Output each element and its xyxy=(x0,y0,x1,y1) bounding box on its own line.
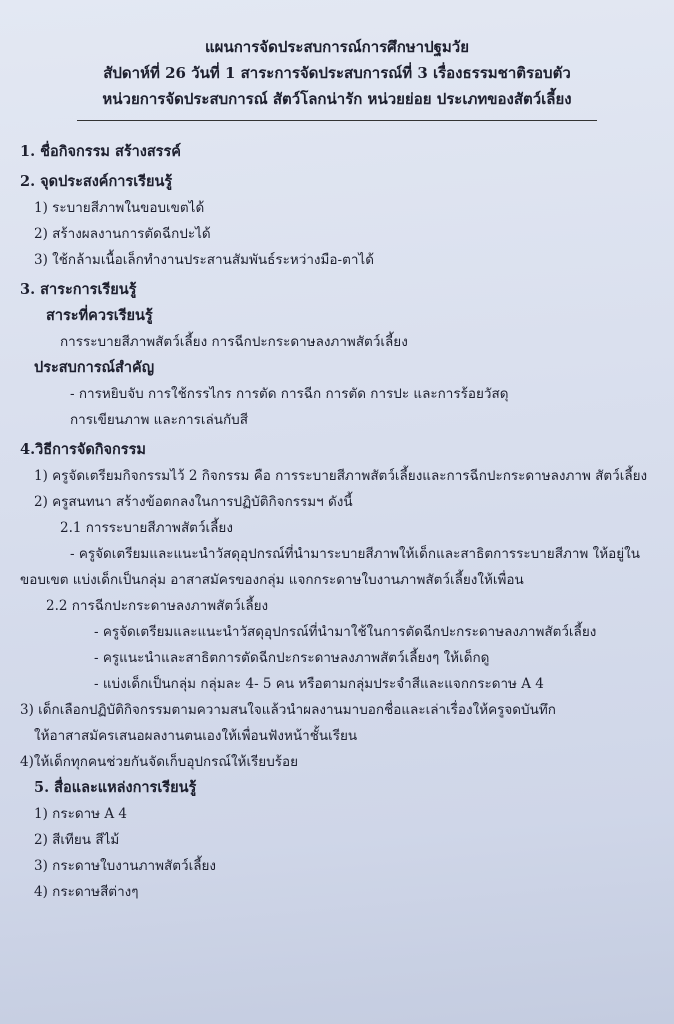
objective-1: 1) ระบายสีภาพในขอบเขตได้ xyxy=(34,200,205,216)
step-3-line-2: ให้อาสาสมัครเสนอผลงานตนเองให้เพื่อนฟังหน้าชั้นเรียน xyxy=(34,728,358,744)
subsection-title: สาระที่ควรเรียนรู้ xyxy=(46,307,153,324)
step-4: 4)ให้เด็กทุกคนช่วยกันจัดเก็บอุปกรณ์ให้เรียบร้อย xyxy=(20,754,299,770)
header-divider xyxy=(77,120,597,121)
section-4-title: 4.วิธีการจัดกิจกรรม xyxy=(20,441,146,458)
sub21-line-2: ขอบเขต แบ่งเด็กเป็นกลุ่ม อาสาสมัครของกลุ่ม แจกกระดาษใบงานภาพสัตว์เลี้ยงให้เพื่อน xyxy=(20,572,524,588)
document-header xyxy=(20,34,654,112)
section-2-title: 2. จุดประสงค์การเรียนรู้ xyxy=(20,173,173,190)
step-3-line-1: 3) เด็กเลือกปฏิบัติกิจกรรมตามความสนใจแล้วนำผลงานมาบอกชื่อและเล่าเรื่องให้ครูจดบันทึก xyxy=(20,702,556,718)
media-item-2: 2) สีเทียน สีไม้ xyxy=(34,832,120,848)
step-1: 1) ครูจัดเตรียมกิจกรรมไว้ 2 กิจกรรม คือ การระบายสีภาพสัตว์เลี้ยงและการฉีกปะกระดาษลงภาพ สัตว์เลี้ยง xyxy=(34,468,648,484)
sub22-item-2: - ครูแนะนำและสาธิตการตัดฉีกปะกระดาษลงภาพสัตว์เลี้ยงๆ ให้เด็กดู xyxy=(94,650,490,666)
objective-3: 3) ใช้กล้ามเนื้อเล็กทำงานประสานสัมพันธ์ระหว่างมือ-ตาได้ xyxy=(34,252,374,268)
sub22-item-3: - แบ่งเด็กเป็นกลุ่ม กลุ่มละ 4- 5 คน หรือตามกลุ่มประจำสีและแจกกระดาษ A 4 xyxy=(94,676,544,692)
experience-line-2: การเขียนภาพ และการเล่นกับสี xyxy=(70,412,248,428)
media-item-3: 3) กระดาษใบงานภาพสัตว์เลี้ยง xyxy=(34,858,216,874)
subsection-text: การระบายสีภาพสัตว์เลี้ยง การฉีกปะกระดาษลงภาพสัตว์เลี้ยง xyxy=(60,334,408,350)
sub21-line-1: - ครูจัดเตรียมและแนะนำวัสดุอุปกรณ์ที่นำมาระบายสีภาพให้เด็กและสาธิตการระบายสีภาพ ให้อยู่ใน xyxy=(70,546,640,562)
media-item-4: 4) กระดาษสีต่างๆ xyxy=(34,884,139,900)
section-1-title: 1. ชื่อกิจกรรม สร้างสรรค์ xyxy=(20,143,181,160)
objective-2: 2) สร้างผลงานการตัดฉีกปะได้ xyxy=(34,226,211,242)
media-item-1: 1) กระดาษ A 4 xyxy=(34,806,127,822)
header-line-3: หน่วยการจัดประสบการณ์ สัตว์โลกน่ารัก หน่วยย่อย ประเภทของสัตว์เลี้ยง xyxy=(102,90,572,108)
step-2: 2) ครูสนทนา สร้างข้อตกลงในการปฏิบัติกิจกรรมฯ ดังนี้ xyxy=(34,494,353,510)
sub22-item-1: - ครูจัดเตรียมและแนะนำวัสดุอุปกรณ์ที่นำมาใช้ในการตัดฉีกปะกระดาษลงภาพสัตว์เลี้ยง xyxy=(94,624,597,640)
section-3-title: 3. สาระการเรียนรู้ xyxy=(20,281,137,298)
header-line-1: แผนการจัดประสบการณ์การศึกษาปฐมวัย xyxy=(205,38,469,56)
section-5-title: 5. สื่อและแหล่งการเรียนรู้ xyxy=(34,779,197,796)
subsection-title: 2.1 การระบายสีภาพสัตว์เลี้ยง xyxy=(60,520,233,536)
header-line-2: สัปดาห์ที่ 26 วันที่ 1 สาระการจัดประสบการณ์ที่ 3 เรื่องธรรมชาติรอบตัว xyxy=(103,64,571,82)
subsection-title: ประสบการณ์สำคัญ xyxy=(34,359,155,376)
subsection-title: 2.2 การฉีกปะกระดาษลงภาพสัตว์เลี้ยง xyxy=(46,598,269,614)
experience-line-1: - การหยิบจับ การใช้กรรไกร การตัด การฉีก การตัด การปะ และการร้อยวัสดุ xyxy=(70,386,509,402)
